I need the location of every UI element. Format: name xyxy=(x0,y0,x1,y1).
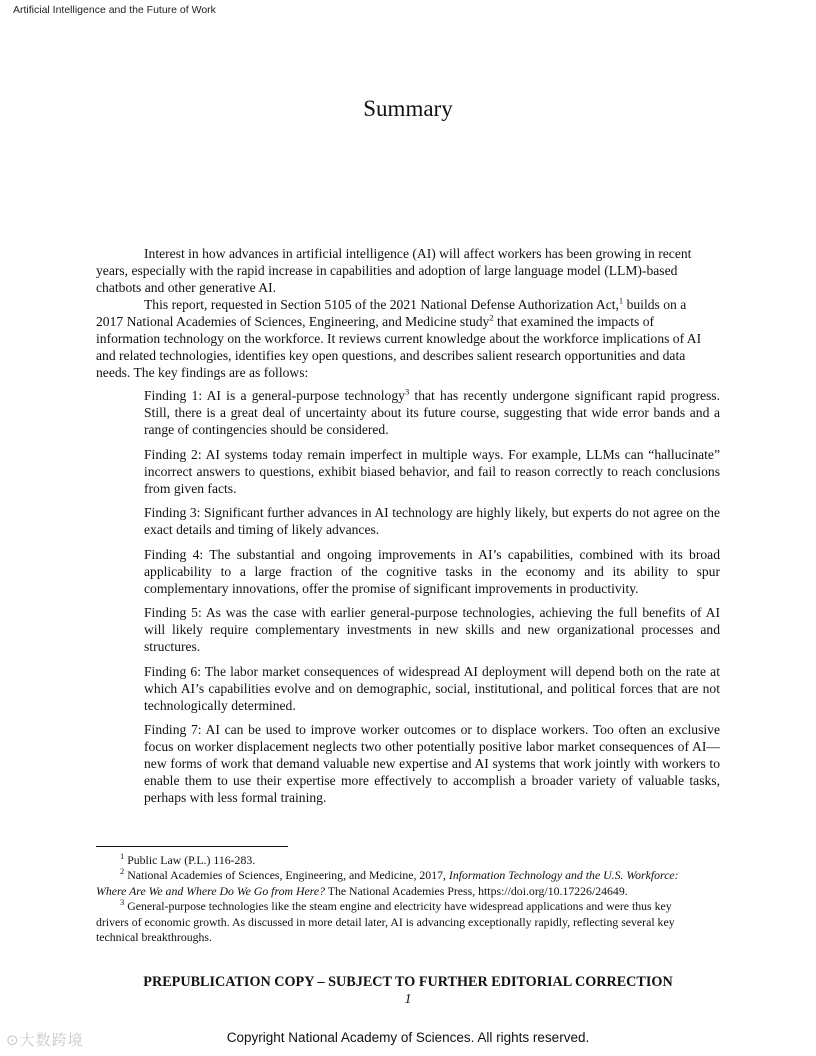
report-paragraph-part3: that examined the impacts of information technology on the workforce. It reviews current knowledge about the workforce implications of AI and related technologies, identifies key open questions, and describes salient research opportunities and data needs. The key findings are as follows: xyxy=(96,314,702,380)
report-paragraph-part2: builds on a 2017 National Academies of Sciences, Engineering, and Medicine study xyxy=(96,297,687,329)
finding-4: Finding 4: The substantial and ongoing improvements in AI’s capabilities, combined with its broad applicability to a large fraction of the cognitive tasks in the economy and its ability to spur complementary innovations, offer the promise of significant improvements in productivity. xyxy=(144,546,720,596)
finding-6: Finding 6: The labor market consequences of widespread AI deployment will depend both on the rate at which AI’s capabilities evolve and on demographic, social, institutional, and political forces that are not technologically determined. xyxy=(144,663,720,713)
copyright-notice: Copyright National Academy of Sciences. All rights reserved. xyxy=(226,1030,590,1045)
footnote-2-book-title: Information Technology and the U.S. Workforce: Where Are We and Where Do We Go from Here? xyxy=(96,868,679,898)
watermark-logo: ⊙大数跨境 xyxy=(6,1031,84,1049)
footnote-ref-2: 2 xyxy=(489,312,494,323)
footnote-1 xyxy=(96,853,700,868)
footnote-ref-3: 3 xyxy=(404,386,410,397)
footnote-1-text: Public Law (P.L.) 116-283. xyxy=(124,853,256,867)
footnote-2 xyxy=(96,868,700,899)
footnote-2-publisher: The National Academies Press, https://doi.org/10.17226/24649. xyxy=(325,883,628,898)
page-number: 1 xyxy=(404,992,412,1007)
footnote-2-number: 2 xyxy=(120,866,125,877)
footnote-3-text: General-purpose technologies like the steam engine and electricity have widespread applications and were thus key drivers of economic growth. As discussed in more detail later, AI is advancing exceptionally rapidly, reflecting several key technical breakthroughs. xyxy=(96,899,675,945)
footnote-2-text: National Academies of Sciences, Engineering, and Medicine, 2017, xyxy=(124,868,449,883)
report-paragraph-part1: This report, requested in Section 5105 of the 2021 National Defense Authorization Act, xyxy=(144,297,619,312)
finding-1-text: Finding 1: AI is a general-purpose technology xyxy=(144,388,405,403)
report-paragraph xyxy=(96,296,712,381)
finding-5: Finding 5: As was the case with earlier general-purpose technologies, achieving the full benefits of AI will likely require complementary investments in new skills and new organizational processes and structures. xyxy=(144,605,720,654)
finding-7: Finding 7: AI can be used to improve worker outcomes or to displace workers. Too often an exclusive focus on worker displacement neglects two other potentially positive labor market consequences of AI—new forms of work that demand valuable new expertise and AI systems that work jointly with workers to enable them to use their expertise more effectively to accomplish a broader variety of valuable tasks, perhaps with less formal training. xyxy=(144,722,720,805)
footnote-ref-1: 1 xyxy=(618,295,624,306)
footnote-3 xyxy=(96,899,700,945)
prepublication-notice: PREPUBLICATION COPY – SUBJECT TO FURTHER EDITORIAL CORRECTION xyxy=(143,974,673,990)
finding-3: Finding 3: Significant further advances in AI technology are highly likely, but experts do not agree on the exact details and timing of likely advances. xyxy=(144,505,720,537)
finding-2: Finding 2: AI systems today remain imperfect in multiple ways. For example, LLMs can “hallucinate” incorrect answers to questions, exhibit biased behavior, and fail to reason correctly to reach conclusions from given facts. xyxy=(144,446,720,496)
footnotes xyxy=(96,853,700,945)
finding-1-text-cont: that has recently undergone significant rapid progress. Still, there is a great deal of uncertainty about its future course, suggesting that wide error bands and a range of contingencies should be considered. xyxy=(144,388,720,437)
body-text xyxy=(96,245,712,381)
footnote-divider xyxy=(96,846,288,847)
finding-1 xyxy=(144,387,720,438)
page-title: Summary xyxy=(363,96,453,121)
footnote-1-number: 1 xyxy=(120,851,125,862)
findings-list xyxy=(144,387,720,814)
intro-paragraph: Interest in how advances in artificial intelligence (AI) will affect workers has been growing in recent years, especially with the rapid increase in capabilities and adoption of large language model (LLM)-based chatbots and other generative AI. xyxy=(96,246,692,295)
running-header: Artificial Intelligence and the Future of Work xyxy=(13,4,216,16)
footnote-3-number: 3 xyxy=(120,897,125,908)
